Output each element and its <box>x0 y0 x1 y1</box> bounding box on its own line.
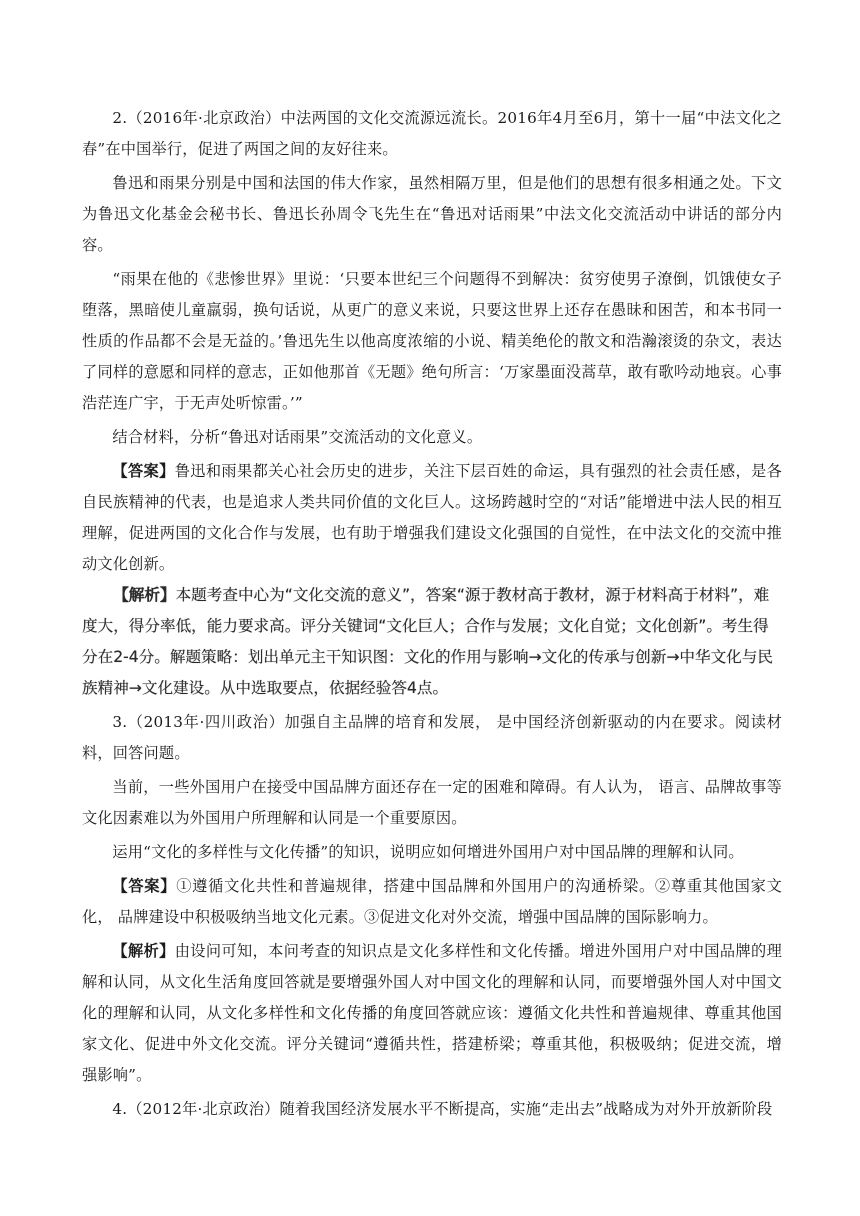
answer-label: 【答案】 <box>112 877 177 895</box>
question-number: 4. <box>112 1100 128 1118</box>
question-text: 中法两国的文化交流源远流长。2016年4月至6月，第十一届“中法文化之春”在中国举行，促进了两国之间的友好往来。 <box>82 109 782 158</box>
question-source: （2012年·北京政治） <box>127 1100 280 1118</box>
analysis-text: 本题考查中心为“文化交流的意义”，答案“源于教材高于教材，源于材料高于材料”，难度大，得分率低，能力要求高。评分关键词“文化巨人；合作与发展；文化自觉；文化创新”。考生得分在2-4分。解题策略：划出单元主干知识图：文化的作用与影响→文化的传承与创新→中华文化与民族精神→文化建设。从中选取要点，依据经验答4点。 <box>82 586 773 697</box>
question-text: 随着我国经济发展水平不断提高，实施“走出去”战略成为对外开放新阶段 <box>279 1100 773 1118</box>
question-2-material-2: “雨果在他的《悲惨世界》里说：‘只要本世纪三个问题得不到解决：贫穷使男子潦倒，饥饿使女子堕落，黑暗使儿童羸弱，换句话说，从更广的意义来说，只要这世界上还存在愚昧和困苦，和本书同一性质的作品都不会是无益的。’鲁迅先生以他高度浓缩的小说、精美绝伦的散文和浩瀚滚烫的杂文，表达了同样的意愿和同样的意志，正如他那首《无题》绝句所言：‘万家墨面没蒿草，敢有歌吟动地哀。心事浩茫连广宇，于无声处听惊雷。’” <box>82 270 782 412</box>
analysis-text: 由设问可知，本问考查的知识点是文化多样性和文化传播。增进外国用户对中国品牌的理解和认同，从文化生活角度回答就是要增强外国人对中国文化的理解和认同，而要增强外国人对中国文化的理解和认同，从文化多样性和文化传播的角度回答就应该：遵循文化共性和普遍规律、尊重其他国家文化、促进中外文化交流。评分关键词“遵循共性，搭建桥梁；尊重其他，积极吸纳；促进交流，增强影响”。 <box>82 942 782 1084</box>
question-3-analysis <box>82 936 782 1091</box>
question-2-material-1: 鲁迅和雨果分别是中国和法国的伟大作家，虽然相隔万里，但是他们的思想有很多相通之处。下文为鲁迅文化基金会秘书长、鲁迅长孙周令飞先生在“鲁迅对话雨果”中法文化交流活动中讲话的部分内容。 <box>82 174 782 254</box>
answer-text: 鲁迅和雨果都关心社会历史的进步，关注下层百姓的命运，具有强烈的社会责任感，是各自民族精神的代表，也是追求人类共同价值的文化巨人。这场跨越时空的“对话”能增进中法人民的相互理解，促进两国的文化合作与发展，也有助于增强我们建设文化强国的自觉性，在中法文化的交流中推动文化创新。 <box>82 462 782 573</box>
question-text: 加强自主品牌的培育和发展， 是中国经济创新驱动的内在要求。阅读材料，回答问题。 <box>82 713 782 762</box>
question-source: （2016年·北京政治） <box>127 109 281 127</box>
question-2-stem <box>82 103 782 165</box>
question-3-prompt: 运用“文化的多样性与文化传播”的知识，说明应如何增进外国用户对中国品牌的理解和认同。 <box>112 843 744 861</box>
analysis-label: 【解析】 <box>112 942 175 960</box>
question-3-material-1: 当前，一些外国用户在接受中国品牌方面还存在一定的困难和障碍。有人认为， 语言、品牌故事等文化因素难以为外国用户所理解和认同是一个重要原因。 <box>82 778 782 827</box>
answer-text: ①遵循文化共性和普遍规律，搭建中国品牌和外国用户的沟通桥梁。②尊重其他国家文化， 品牌建设中积极吸纳当地文化元素。③促进文化对外交流，增强中国品牌的国际影响力。 <box>82 877 782 926</box>
question-source: （2013年·四川政治） <box>127 713 285 731</box>
question-3-answer <box>82 871 782 933</box>
question-3-stem <box>82 707 782 769</box>
question-2-prompt: 结合材料，分析“鲁迅对话雨果”交流活动的文化意义。 <box>112 428 483 446</box>
question-number: 3. <box>112 713 128 731</box>
analysis-label: 【解析】 <box>113 586 176 604</box>
document-body <box>82 103 782 1125</box>
question-2-answer <box>82 456 782 580</box>
question-4-stem <box>82 1094 782 1125</box>
answer-label: 【答案】 <box>112 462 175 480</box>
question-2-analysis <box>82 580 782 704</box>
question-number: 2. <box>112 109 128 127</box>
